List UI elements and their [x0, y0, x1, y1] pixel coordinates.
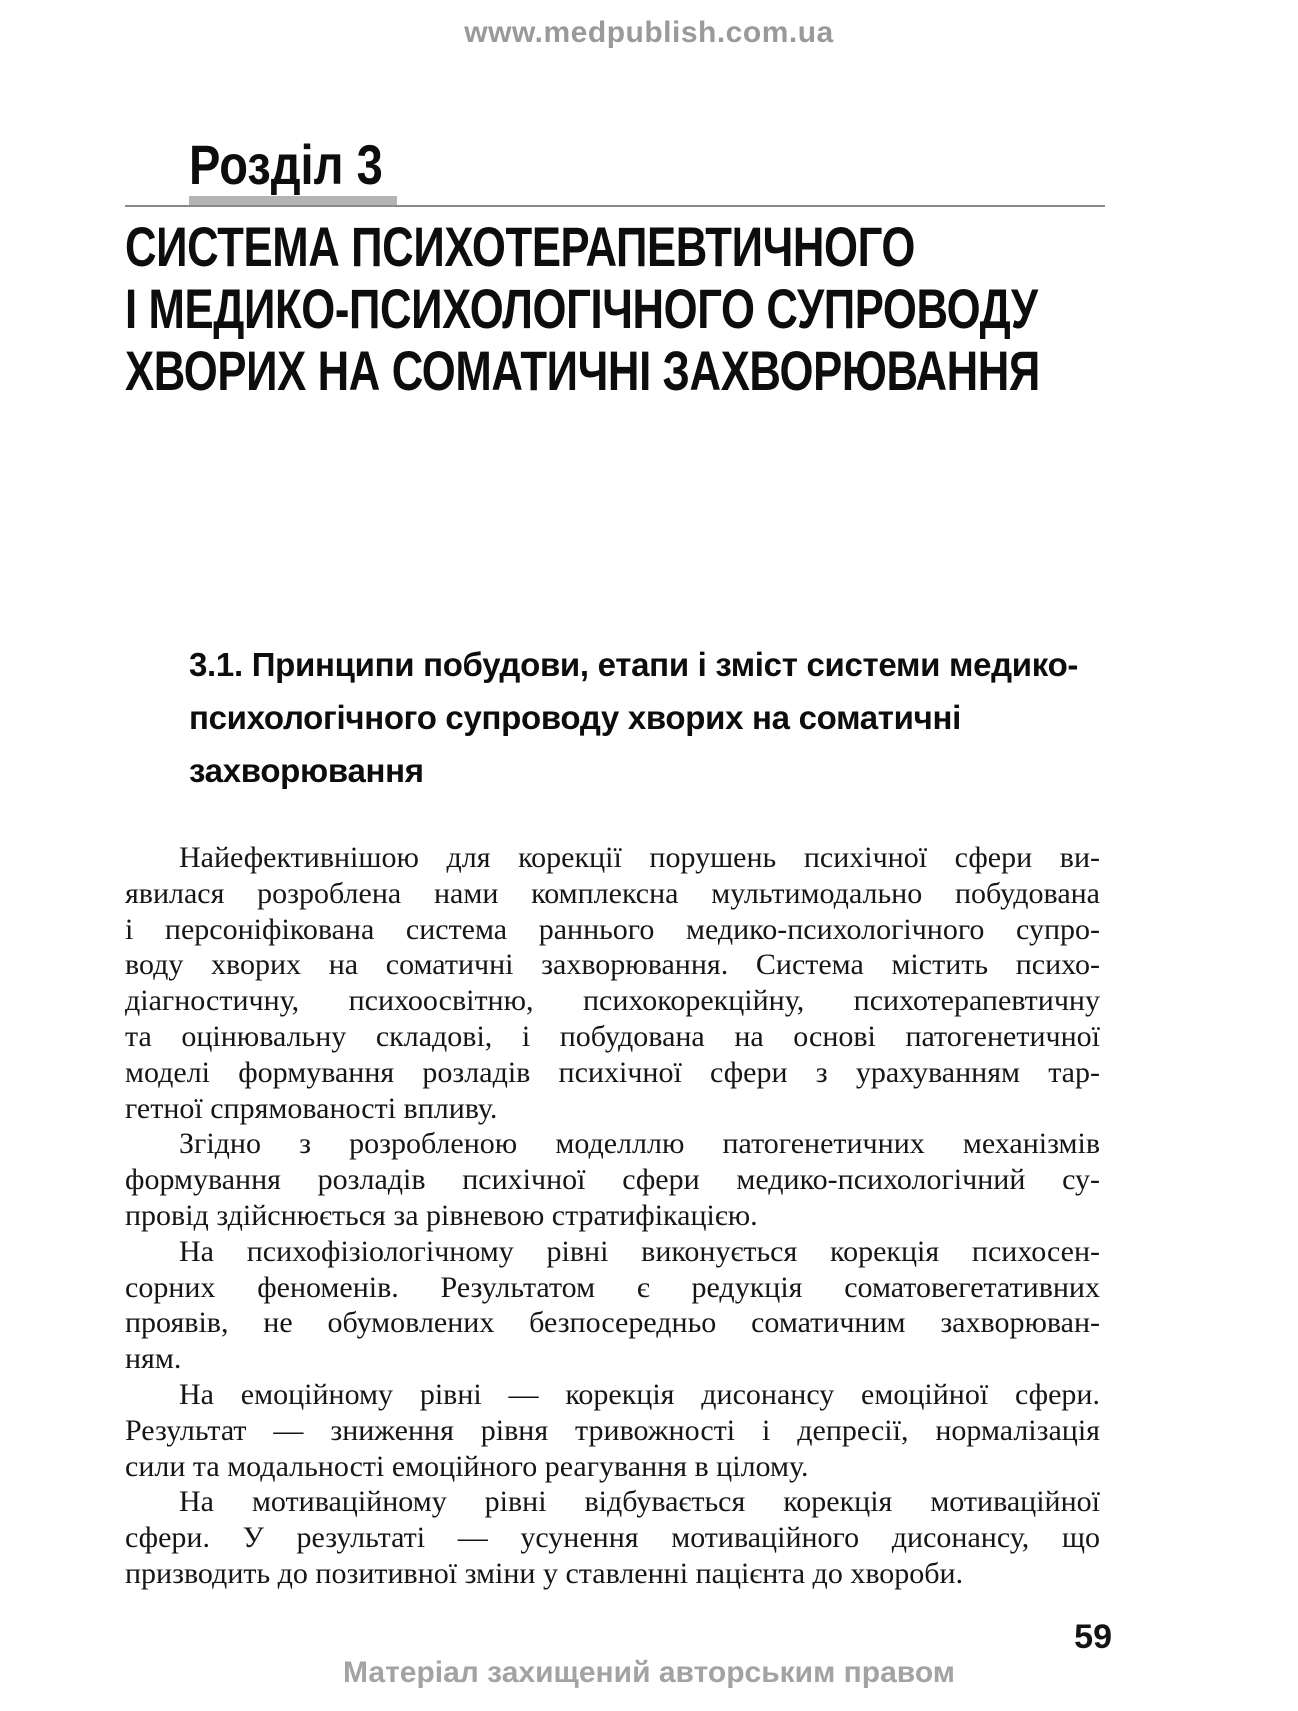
chapter-title-line: І МЕДИКО-ПСИХОЛОГІЧНОГО СУПРОВОДУ: [125, 277, 1038, 340]
paragraph: [125, 840, 1100, 1126]
body-line: та оцінювальну складові, і побудована на основі патогенетичної: [125, 1019, 1100, 1053]
body-line: явилася розроблена нами комплексна мультимодально побудована: [125, 876, 1100, 910]
body-text: [125, 840, 1100, 1592]
body-line: Результат — зниження рівня тривожності і депресії, нормалізація: [125, 1413, 1100, 1447]
body-line: На мотиваційному рівні відбувається корекція мотиваційної: [179, 1485, 1100, 1519]
body-line: Згідно з розробленою моделллю патогенетичних механізмів: [179, 1127, 1100, 1161]
chapter-rule-accent: [189, 196, 397, 205]
section-heading-line: захворювання: [189, 752, 424, 789]
copyright-notice: Матеріал захищений авторським правом: [343, 1656, 955, 1689]
paragraph: [125, 1484, 1100, 1591]
body-line: проявів, не обумовлених безпосередньо соматичним захворюван-: [125, 1306, 1100, 1340]
body-line: провід здійснюється за рівневою стратифікацією.: [125, 1198, 758, 1232]
header-url: www.medpublish.com.ua: [464, 16, 834, 49]
body-line: воду хворих на соматичні захворювання. Система містить психо-: [125, 948, 1100, 982]
section-heading-line: психологічного супроводу хворих на соматичні: [189, 699, 962, 736]
body-line: сфери. У результаті — усунення мотиваційного дисонансу, що: [125, 1521, 1100, 1555]
body-line: формування розладів психічної сфери медико-психологічний су-: [125, 1163, 1100, 1197]
body-line: На психофізіологічному рівні виконується корекція психосен-: [179, 1234, 1100, 1268]
body-line: і персоніфікована система раннього медико-психологічного супро-: [125, 912, 1100, 946]
paragraph: [125, 1234, 1100, 1377]
body-line: гетної спрямованості впливу.: [125, 1091, 498, 1125]
body-line: Найефективнішою для корекції порушень психічної сфери ви-: [179, 841, 1100, 874]
body-line: На емоційному рівні — корекція дисонансу емоційної сфери.: [179, 1377, 1100, 1411]
paragraph: [125, 1377, 1100, 1484]
chapter-title-line: ХВОРИХ НА СОМАТИЧНІ ЗАХВОРЮВАННЯ: [125, 339, 1040, 402]
chapter-rule: [125, 205, 1105, 207]
section-heading: [189, 638, 1169, 797]
body-line: сорних феноменів. Результатом є редукція соматовегетативних: [125, 1270, 1100, 1304]
body-line: діагностичну, психоосвітню, психокорекційну, психотерапевтичну: [125, 984, 1100, 1018]
paragraph: [125, 1126, 1100, 1233]
body-line: моделі формування розладів психічної сфери з урахуванням тар-: [125, 1055, 1100, 1089]
page-number: 59: [1074, 1618, 1112, 1656]
chapter-title-line: СИСТЕМА ПСИХОТЕРАПЕВТИЧНОГО: [125, 215, 916, 278]
section-heading-line: 3.1. Принципи побудови, етапи і зміст системи медико-: [189, 646, 1079, 683]
body-line: ням.: [125, 1342, 182, 1376]
body-line: сили та модальності емоційного реагування в цілому.: [125, 1449, 809, 1483]
chapter-title: [125, 216, 1104, 402]
body-line: призводить до позитивної зміни у ставленні пацієнта до хвороби.: [125, 1556, 964, 1590]
chapter-label: Розділ 3: [189, 133, 383, 196]
